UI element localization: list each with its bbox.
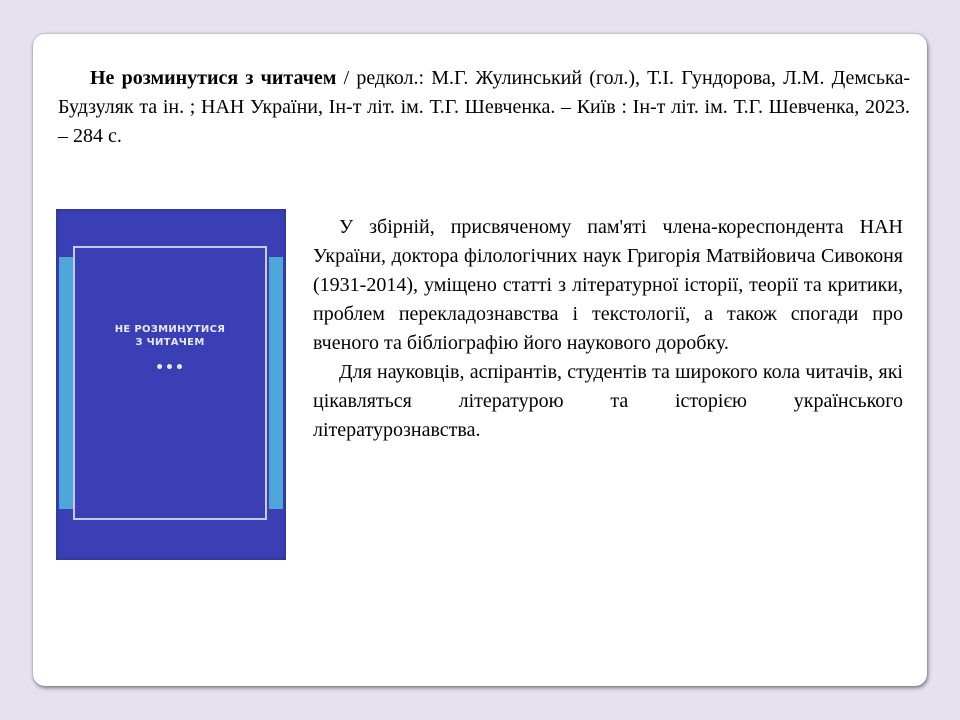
citation-details: / редкол.: М.Г. Жулинський (гол.), Т.І. Гундорова, Л.М. Демська-Будзуляк та ін. ; НАН України, Ін-т літ. ім. Т.Г. Шевченка. – Київ : Ін-т літ. ім. Т.Г. Шевченка, 2023. – 284 с. [58,67,910,147]
description-paragraph: Для науковців, аспірантів, студентів та широкого кола читачів, які цікавляться літературою та історією українського літературознавства. [313,361,903,441]
bibliographic-citation [58,64,910,151]
book-title: Не розминутися з читачем [90,67,337,89]
cover-right-stripe [269,257,283,509]
cover-ornament: ••• [155,360,185,376]
cover-title-line-1: НЕ РОЗМИНУТИСЯ [114,324,226,335]
cover-left-stripe [59,257,73,509]
slide-card [33,34,927,686]
cover-frame [73,246,267,520]
book-description [313,213,903,445]
cover-title [75,323,265,349]
description-paragraph: У збірній, присвяченому пам'яті члена-кореспондента НАН України, доктора філологічних наук Григорія Матвійовича Сивоконя (1931-2014), уміщено статті з літературної історії, теорії та критики, проблем перекладознавства і текстології, а також спогади про вченого та бібліографію його наукового доробку. [313,216,903,354]
book-cover-image [56,209,286,560]
cover-title-line-2: З ЧИТАЧЕМ [135,337,205,348]
